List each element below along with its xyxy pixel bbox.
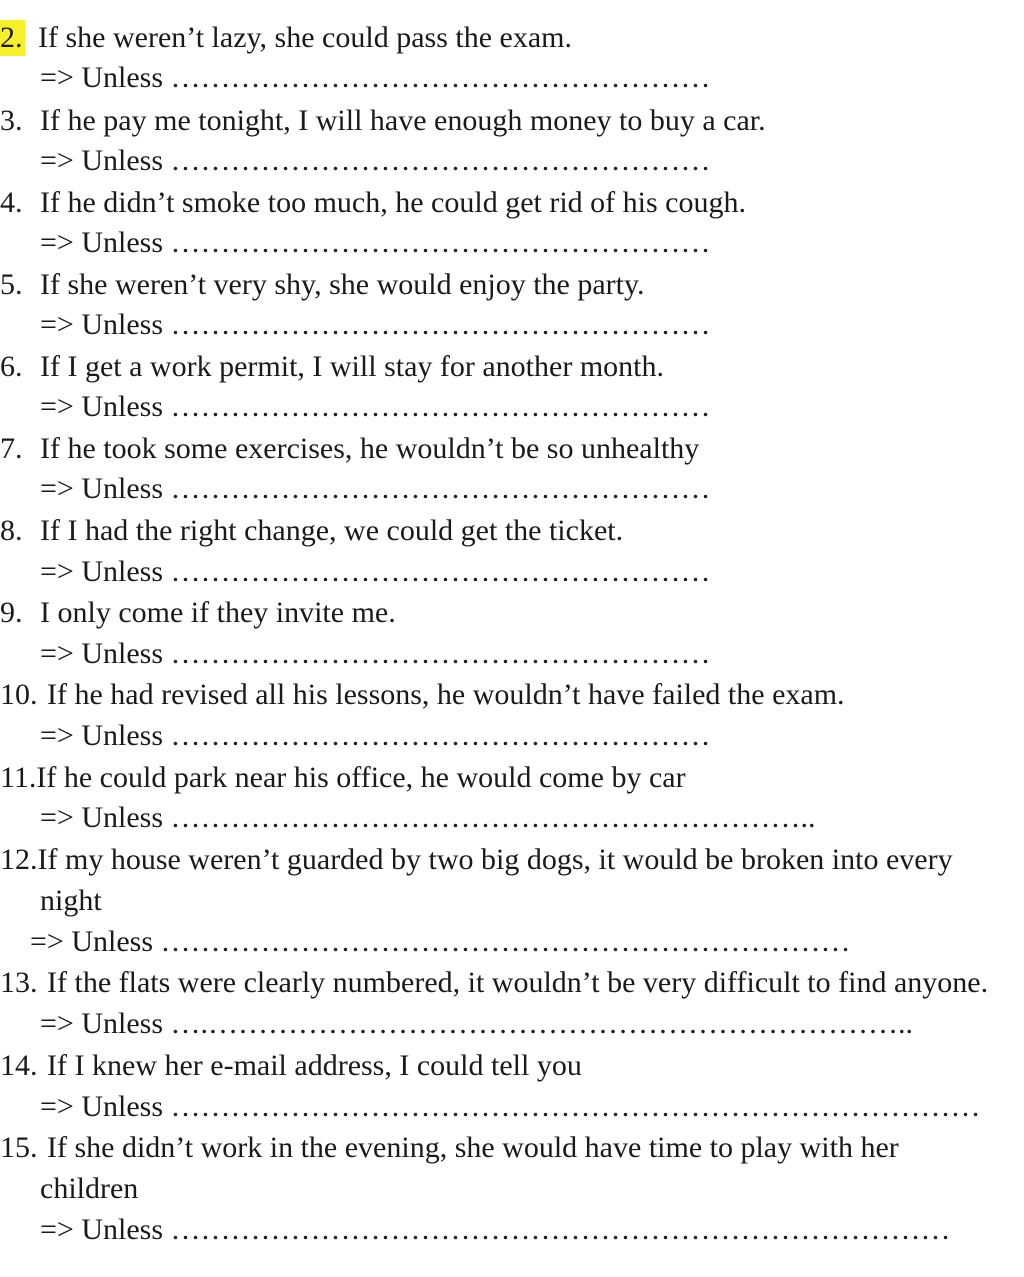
answer-prefix: => Unless [40,61,164,94]
question-9 [0,595,396,631]
question-sentence-cont: night [40,884,102,917]
question-number: 13. [0,966,38,999]
question-11 [0,760,686,796]
question-sentence: If he could park near his office, he would come by car [36,761,686,794]
question-sentence: If she weren’t lazy, she could pass the exam. [38,21,572,54]
answer-prefix: => Unless [40,226,164,259]
answer-prefix: => Unless [30,925,154,958]
question-sentence: If I get a work permit, I will stay for another month. [40,350,664,383]
answer-line-10[interactable] [40,718,711,754]
answer-prefix: => Unless [40,1007,164,1040]
answer-line-8[interactable] [40,554,711,590]
question-sentence: If the flats were clearly numbered, it wouldn’t be very difficult to find anyone. [47,966,989,999]
question-number: 6. [0,350,23,383]
question-7 [0,431,699,467]
answer-blank[interactable]: ……………………………………………… [170,637,711,670]
answer-line-3[interactable] [40,143,711,179]
question-sentence: If she weren’t very shy, she would enjoy the party. [40,268,645,301]
question-3 [0,103,766,139]
answer-line-14[interactable] [40,1089,981,1125]
question-number: 4. [0,186,23,219]
answer-line-6[interactable] [40,389,711,425]
answer-prefix: => Unless [40,637,164,670]
question-sentence: I only come if they invite me. [40,596,396,629]
question-14 [0,1048,582,1084]
question-4 [0,185,746,221]
answer-blank[interactable]: …………………………………………………………… [160,925,851,958]
question-number: 11. [0,761,37,794]
question-number: 15. [0,1131,38,1164]
answer-blank[interactable]: ……………………………………………… [170,390,711,423]
answer-prefix: => Unless [40,472,164,505]
question-15-continuation [40,1171,138,1207]
question-number: 9. [0,596,23,629]
answer-line-12[interactable] [30,924,851,960]
answer-prefix: => Unless [40,144,164,177]
answer-blank[interactable]: ….…………………………………………………………….. [170,1007,914,1040]
answer-prefix: => Unless [40,719,164,752]
question-5 [0,267,645,303]
answer-line-11[interactable] [40,800,816,836]
question-number-highlighted: 2. [0,21,23,54]
answer-line-5[interactable] [40,307,711,343]
answer-blank[interactable]: ……………………………………………… [170,144,711,177]
answer-line-15[interactable] [40,1212,951,1248]
question-12 [0,842,953,878]
answer-prefix: => Unless [40,1213,164,1246]
answer-line-4[interactable] [40,225,711,261]
question-sentence: If I had the right change, we could get the ticket. [40,514,624,547]
question-sentence: If I knew her e-mail address, I could tell you [47,1049,582,1082]
answer-prefix: => Unless [40,801,164,834]
answer-blank[interactable]: ……………………………………………………….. [170,801,816,834]
answer-prefix: => Unless [40,555,164,588]
question-sentence: If she didn’t work in the evening, she would have time to play with her [47,1131,899,1164]
answer-blank[interactable]: ……………………………………………… [170,61,711,94]
question-12-continuation [40,883,102,919]
question-number: 8. [0,514,23,547]
question-8 [0,513,623,549]
answer-blank[interactable]: ……………………………………………………………………… [170,1090,981,1123]
question-number: 7. [0,432,23,465]
answer-blank[interactable]: ……………………………………………… [170,226,711,259]
question-sentence: If my house weren’t guarded by two big dogs, it would be broken into every [37,843,953,876]
question-number: 14. [0,1049,38,1082]
answer-blank[interactable]: ……………………………………………… [170,308,711,341]
question-sentence: If he took some exercises, he wouldn’t be so unhealthy [40,432,700,465]
answer-line-7[interactable] [40,471,711,507]
answer-prefix: => Unless [40,308,164,341]
answer-blank[interactable]: …………………………………………………………………… [170,1213,951,1246]
question-number: 10. [0,678,38,711]
answer-prefix: => Unless [40,1090,164,1123]
question-sentence: If he pay me tonight, I will have enough money to buy a car. [40,104,766,137]
answer-line-2[interactable] [40,60,711,96]
question-number: 5. [0,268,23,301]
answer-line-13[interactable] [40,1006,913,1042]
question-13 [0,965,988,1001]
question-2 [0,20,572,56]
question-number: 12. [0,843,38,876]
question-sentence-cont: children [40,1172,139,1205]
question-number: 3. [0,104,23,137]
question-sentence: If he had revised all his lessons, he wouldn’t have failed the exam. [47,678,845,711]
question-10 [0,677,845,713]
question-sentence: If he didn’t smoke too much, he could get rid of his cough. [40,186,746,219]
question-6 [0,349,664,385]
question-15 [0,1130,899,1166]
answer-blank[interactable]: ……………………………………………… [170,555,711,588]
answer-blank[interactable]: ……………………………………………… [170,472,711,505]
answer-blank[interactable]: ……………………………………………… [170,719,711,752]
answer-prefix: => Unless [40,390,164,423]
answer-line-9[interactable] [40,636,711,672]
